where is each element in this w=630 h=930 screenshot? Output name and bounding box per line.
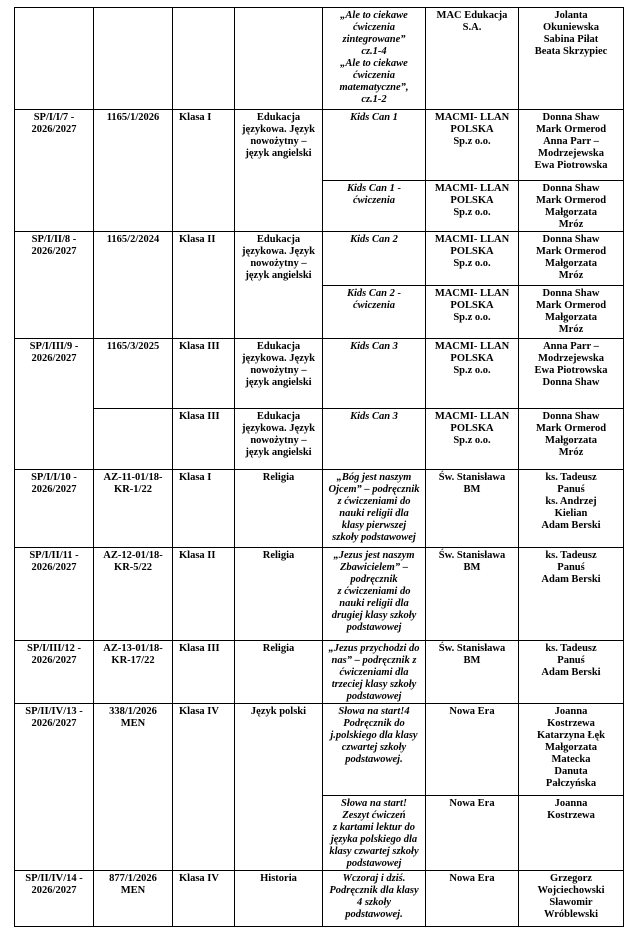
symbol-line: SP/I/II/11 - xyxy=(29,550,79,561)
subject-line: Religia xyxy=(262,550,295,561)
approval-number-line: KR-1/22 xyxy=(114,484,152,495)
publisher-line: POLSKA xyxy=(450,423,494,434)
title-line: Słowa na start! xyxy=(341,798,407,809)
cell-subject xyxy=(235,232,323,339)
authors-line: Beata Skrzypiec xyxy=(534,46,608,57)
cell-publisher xyxy=(426,232,519,286)
title-line: „Jezus jest naszym xyxy=(333,550,415,561)
authors-line: Danuta xyxy=(554,766,588,777)
authors-line: Małgorzata xyxy=(545,742,597,753)
title-line: Kids Can 2 xyxy=(350,234,398,245)
cell-authors xyxy=(519,548,624,641)
cell-authors xyxy=(519,339,624,409)
cell-title xyxy=(323,409,426,470)
title-line: klasy pierwszej xyxy=(341,520,407,531)
symbol-line: SP/I/I/7 - xyxy=(33,112,75,123)
subject-line: nowożytny – xyxy=(250,136,307,147)
symbol-line: 2026/2027 xyxy=(31,353,77,364)
subject-line: Religia xyxy=(262,472,295,483)
subject-line: Edukacja xyxy=(256,411,301,422)
publisher-line: Nowa Era xyxy=(449,873,495,884)
title-line: Kids Can 1 xyxy=(350,112,398,123)
publisher-line: POLSKA xyxy=(450,246,494,257)
cell-title xyxy=(323,232,426,286)
symbol-line: SP/II/IV/13 - xyxy=(25,706,83,717)
title-line: podstawowej xyxy=(346,622,402,633)
table-body xyxy=(15,8,624,927)
subject-line: język angielski xyxy=(245,148,312,159)
table-row xyxy=(15,704,624,796)
title-line: Ojcem” – podręcznik xyxy=(328,484,420,495)
approval-number-line: 1165/1/2026 xyxy=(106,112,160,123)
symbol-line: 2026/2027 xyxy=(31,246,77,257)
title-line: podstawowej. xyxy=(345,754,403,765)
cell-subject xyxy=(235,110,323,232)
publisher-line: POLSKA xyxy=(450,195,494,206)
cell-authors xyxy=(519,641,624,704)
title-line: Słowa na start!4 xyxy=(338,706,410,717)
title-line: z ćwiczeniami do xyxy=(337,496,411,507)
cell-authors xyxy=(519,796,624,871)
authors-line: ks. Tadeusz xyxy=(545,550,597,561)
publisher-line: Nowa Era xyxy=(449,798,495,809)
publisher-line: Św. Stanisława xyxy=(438,550,506,561)
title-line: nauki religii dla xyxy=(339,598,409,609)
authors-line: Joanna xyxy=(554,706,588,717)
symbol-line: 2026/2027 xyxy=(31,124,77,135)
symbol-line: 2026/2027 xyxy=(31,655,77,666)
publisher-line: Sp.z o.o. xyxy=(453,365,491,376)
cell-class xyxy=(173,232,235,339)
authors-line: Panuś xyxy=(557,484,585,495)
cell-class xyxy=(173,470,235,548)
subject-line: nowożytny – xyxy=(250,435,307,446)
authors-line: Grzegorz xyxy=(550,873,592,884)
approval-number-line: AZ-12-01/18- xyxy=(103,550,163,561)
cell-class xyxy=(173,704,235,871)
title-line: z ćwiczeniami do xyxy=(337,586,411,597)
class-line: Klasa IV xyxy=(179,873,219,884)
cell-authors xyxy=(519,470,624,548)
cell-publisher xyxy=(426,8,519,110)
authors-line: Mróz xyxy=(558,219,584,230)
class-line: Klasa II xyxy=(179,234,216,245)
cell-publisher xyxy=(426,181,519,232)
subject-line: nowożytny – xyxy=(250,258,307,269)
approval-number-line: AZ-11-01/18- xyxy=(103,472,163,483)
title-line: Podręcznik do xyxy=(343,718,405,729)
authors-line: Donna Shaw xyxy=(542,377,600,388)
publisher-line: MAC Edukacja xyxy=(436,10,508,21)
publisher-line: MACMI- LLAN xyxy=(434,112,510,123)
authors-line: Joanna xyxy=(554,798,588,809)
authors-line: ks. Andrzej xyxy=(545,496,597,507)
title-line: „Ale to ciekawe xyxy=(340,10,408,21)
authors-line: Mark Ormerod xyxy=(535,124,607,135)
subject-line: Historia xyxy=(260,873,297,884)
title-line: j.polskiego dla klasy xyxy=(330,730,418,741)
publisher-line: MACMI- LLAN xyxy=(434,411,510,422)
cell-symbol xyxy=(15,871,94,927)
authors-line: Pałczyńska xyxy=(545,778,597,789)
authors-line: Adam Berski xyxy=(541,520,601,531)
title-line: „Bóg jest naszym xyxy=(336,472,412,483)
cell-authors xyxy=(519,181,624,232)
title-line: Podręcznik dla klasy xyxy=(329,885,419,896)
title-line: Zeszyt ćwiczeń xyxy=(342,810,406,821)
cell-publisher xyxy=(426,286,519,339)
subject-line: język angielski xyxy=(245,447,312,458)
cell-class xyxy=(173,339,235,409)
symbol-line: SP/II/IV/14 - xyxy=(25,873,83,884)
cell-title xyxy=(323,470,426,548)
publisher-line: Św. Stanisława xyxy=(438,643,506,654)
cell-approval-number xyxy=(94,470,173,548)
authors-line: Mróz xyxy=(558,447,584,458)
cell-class xyxy=(173,641,235,704)
authors-line: Anna Parr – xyxy=(543,136,599,147)
table-row xyxy=(15,110,624,181)
class-line: Klasa II xyxy=(179,550,216,561)
authors-line: Ewa Piotrowska xyxy=(534,365,608,376)
subject-line: Edukacja xyxy=(256,112,301,123)
authors-line: Ewa Piotrowska xyxy=(534,160,608,171)
publisher-line: MACMI- LLAN xyxy=(434,341,510,352)
authors-line: Okuniewska xyxy=(542,22,600,33)
title-line: Kids Can 3 xyxy=(350,411,398,422)
cell-publisher xyxy=(426,339,519,409)
cell-class xyxy=(173,110,235,232)
cell-publisher xyxy=(426,704,519,796)
publisher-line: Sp.z o.o. xyxy=(453,312,491,323)
title-line: 4 szkoły xyxy=(356,897,392,908)
title-line: cz.1-4 xyxy=(361,46,387,57)
authors-line: Panuś xyxy=(557,562,585,573)
title-line: „Jezus przychodzi do xyxy=(328,643,420,654)
cell-title xyxy=(323,286,426,339)
publisher-line: BM xyxy=(463,484,481,495)
cell-authors xyxy=(519,110,624,181)
cell-title xyxy=(323,871,426,927)
cell-symbol xyxy=(15,470,94,548)
authors-line: Małgorzata xyxy=(545,258,597,269)
cell-publisher xyxy=(426,470,519,548)
table-row xyxy=(15,871,624,927)
cell-subject xyxy=(235,641,323,704)
authors-line: Donna Shaw xyxy=(542,288,600,299)
publisher-line: Św. Stanisława xyxy=(438,472,506,483)
cell-publisher xyxy=(426,548,519,641)
title-line: podstawowej xyxy=(346,858,402,869)
title-line: czwartej szkoły xyxy=(341,742,407,753)
title-line: zintegrowane” xyxy=(342,34,406,45)
title-line: z kartami lektur do xyxy=(333,822,415,833)
cell-subject xyxy=(235,470,323,548)
authors-line: Donna Shaw xyxy=(542,112,600,123)
table-row xyxy=(15,409,624,470)
cell-symbol xyxy=(15,548,94,641)
cell-approval-number xyxy=(94,110,173,232)
approval-number-line: MEN xyxy=(120,885,146,896)
cell-approval-number xyxy=(94,548,173,641)
cell-title xyxy=(323,8,426,110)
symbol-line: SP/I/I/10 - xyxy=(31,472,77,483)
cell-publisher xyxy=(426,641,519,704)
cell-subject xyxy=(235,871,323,927)
title-line: szkoły podstawowej xyxy=(332,532,416,543)
cell-authors xyxy=(519,409,624,470)
subject-line: językowa. Język xyxy=(242,353,315,364)
cell-symbol xyxy=(15,641,94,704)
publisher-line: Sp.z o.o. xyxy=(453,435,491,446)
cell-subject xyxy=(235,409,323,470)
cell-authors xyxy=(519,232,624,286)
authors-line: Adam Berski xyxy=(541,667,601,678)
subject-line: językowa. Język xyxy=(242,124,315,135)
title-line: cz.1-2 xyxy=(361,94,387,105)
authors-line: Mróz xyxy=(558,324,584,335)
authors-line: Wróblewski xyxy=(543,909,599,920)
subject-line: językowa. Język xyxy=(242,246,315,257)
subject-line: językowa. Język xyxy=(242,423,315,434)
publisher-line: MACMI- LLAN xyxy=(434,234,510,245)
cell-publisher xyxy=(426,110,519,181)
publisher-line: Sp.z o.o. xyxy=(453,258,491,269)
authors-line: Mark Ormerod xyxy=(535,246,607,257)
symbol-line: 2026/2027 xyxy=(31,484,77,495)
approval-number-line: 1165/2/2024 xyxy=(106,234,160,245)
title-line: Kids Can 1 - xyxy=(347,183,401,194)
approval-number-line: 877/1/2026 xyxy=(109,873,157,884)
authors-line: Modrzejewska xyxy=(538,353,604,364)
authors-line: Adam Berski xyxy=(541,574,601,585)
approval-number-line: 338/1/2026 xyxy=(109,706,157,717)
cell-publisher xyxy=(426,871,519,927)
subject-line: Edukacja xyxy=(256,234,301,245)
cell-approval-number xyxy=(94,339,173,409)
subject-line: Religia xyxy=(262,643,295,654)
table-row xyxy=(15,548,624,641)
class-line: Klasa III xyxy=(179,411,220,422)
cell-approval-number xyxy=(94,641,173,704)
title-line: Kids Can 3 xyxy=(350,341,398,352)
authors-line: Anna Parr – xyxy=(543,341,599,352)
authors-line: Mróz xyxy=(558,270,584,281)
publisher-line: POLSKA xyxy=(450,353,494,364)
publisher-line: S.A. xyxy=(462,22,482,33)
authors-line: Donna Shaw xyxy=(542,234,600,245)
symbol-line: 2026/2027 xyxy=(31,885,77,896)
symbol-line: SP/I/III/12 - xyxy=(27,643,81,654)
title-line: ćwiczenia xyxy=(353,300,395,311)
subject-line: język angielski xyxy=(245,270,312,281)
cell-title xyxy=(323,110,426,181)
authors-line: Mark Ormerod xyxy=(535,195,607,206)
cell-subject xyxy=(235,704,323,871)
authors-line: Kostrzewa xyxy=(547,718,595,729)
symbol-line: 2026/2027 xyxy=(31,562,77,573)
cell-class xyxy=(173,871,235,927)
authors-line: Matecka xyxy=(551,754,591,765)
title-line: „Ale to ciekawe xyxy=(340,58,408,69)
title-line: ćwiczenia xyxy=(353,195,395,206)
cell-publisher xyxy=(426,796,519,871)
cell-symbol xyxy=(15,110,94,232)
class-line: Klasa I xyxy=(179,472,212,483)
symbol-line: SP/I/II/8 - xyxy=(31,234,77,245)
title-line: drugiej klasy szkoły xyxy=(331,610,417,621)
class-line: Klasa IV xyxy=(179,706,219,717)
authors-line: Małgorzata xyxy=(545,435,597,446)
title-line: języka polskiego dla xyxy=(330,834,418,845)
cell-approval-number xyxy=(94,409,173,470)
publisher-line: POLSKA xyxy=(450,300,494,311)
authors-line: Donna Shaw xyxy=(542,183,600,194)
authors-line: ks. Tadeusz xyxy=(545,643,597,654)
publisher-line: Nowa Era xyxy=(449,706,495,717)
title-line: matematyczne”, xyxy=(339,82,409,93)
authors-line: Małgorzata xyxy=(545,312,597,323)
publisher-line: BM xyxy=(463,562,481,573)
table-row xyxy=(15,470,624,548)
authors-line: Małgorzata xyxy=(545,207,597,218)
title-line: podręcznik xyxy=(350,574,398,585)
authors-line: Modrzejewska xyxy=(538,148,604,159)
publisher-line: POLSKA xyxy=(450,124,494,135)
authors-line: Wojciechowski xyxy=(537,885,605,896)
cell-authors xyxy=(519,8,624,110)
authors-line: Panuś xyxy=(557,655,585,666)
table-row xyxy=(15,232,624,286)
authors-line: Katarzyna Łęk xyxy=(537,730,605,741)
textbook-table xyxy=(14,7,624,927)
approval-number-line: 1165/3/2025 xyxy=(106,341,160,352)
cell-subject xyxy=(235,548,323,641)
authors-line: Kielian xyxy=(554,508,588,519)
cell-publisher xyxy=(426,409,519,470)
subject-line: Język polski xyxy=(250,706,307,717)
cell-title xyxy=(323,704,426,796)
title-line: nauki religii dla xyxy=(339,508,409,519)
subject-line: Edukacja xyxy=(256,341,301,352)
publisher-line: Sp.z o.o. xyxy=(453,207,491,218)
approval-number-line: KR-17/22 xyxy=(111,655,155,666)
table-row xyxy=(15,641,624,704)
cell-subject xyxy=(235,339,323,409)
title-line: nas” – podręcznik z xyxy=(331,655,417,666)
cell-symbol xyxy=(15,232,94,339)
cell-title xyxy=(323,339,426,409)
cell-authors xyxy=(519,871,624,927)
cell-subject xyxy=(235,8,323,110)
authors-line: Sławomir xyxy=(549,897,593,908)
class-line: Klasa III xyxy=(179,643,220,654)
publisher-line: BM xyxy=(463,655,481,666)
title-line: podstawowej. xyxy=(345,909,403,920)
cell-symbol xyxy=(15,704,94,871)
publisher-line: MACMI- LLAN xyxy=(434,183,510,194)
cell-approval-number xyxy=(94,232,173,339)
authors-line: Mark Ormerod xyxy=(535,423,607,434)
authors-line: Mark Ormerod xyxy=(535,300,607,311)
publisher-line: MACMI- LLAN xyxy=(434,288,510,299)
publisher-line: Sp.z o.o. xyxy=(453,136,491,147)
cell-symbol xyxy=(15,339,94,470)
title-line: trzeciej klasy szkoły xyxy=(331,679,417,690)
authors-line: Kostrzewa xyxy=(547,810,595,821)
symbol-line: SP/I/III/9 - xyxy=(29,341,79,352)
authors-line: Donna Shaw xyxy=(542,411,600,422)
title-line: ćwiczenia xyxy=(353,70,395,81)
subject-line: język angielski xyxy=(245,377,312,388)
title-line: podstawowej xyxy=(346,691,402,702)
class-line: Klasa I xyxy=(179,112,212,123)
table-row xyxy=(15,339,624,409)
cell-title xyxy=(323,641,426,704)
approval-number-line: MEN xyxy=(120,718,146,729)
cell-authors xyxy=(519,704,624,796)
cell-class xyxy=(173,409,235,470)
symbol-line: 2026/2027 xyxy=(31,718,77,729)
cell-approval-number xyxy=(94,871,173,927)
title-line: klasy czwartej szkoły xyxy=(329,846,419,857)
cell-title xyxy=(323,181,426,232)
cell-approval-number xyxy=(94,704,173,871)
title-line: Wczoraj i dziś. xyxy=(342,873,406,884)
cell-approval-number xyxy=(94,8,173,110)
cell-symbol xyxy=(15,8,94,110)
authors-line: Sabina Piłat xyxy=(543,34,599,45)
cell-class xyxy=(173,8,235,110)
title-line: Kids Can 2 - xyxy=(347,288,401,299)
approval-number-line: AZ-13-01/18- xyxy=(103,643,163,654)
title-line: ćwiczeniami dla xyxy=(339,667,409,678)
title-line: Zbawicielem” – xyxy=(340,562,408,573)
cell-title xyxy=(323,548,426,641)
table-row xyxy=(15,8,624,110)
cell-title xyxy=(323,796,426,871)
title-line: ćwiczenia xyxy=(353,22,395,33)
subject-line: nowożytny – xyxy=(250,365,307,376)
cell-class xyxy=(173,548,235,641)
authors-line: Jolanta xyxy=(554,10,588,21)
class-line: Klasa III xyxy=(179,341,220,352)
approval-number-line: KR-5/22 xyxy=(114,562,152,573)
cell-authors xyxy=(519,286,624,339)
authors-line: ks. Tadeusz xyxy=(545,472,597,483)
